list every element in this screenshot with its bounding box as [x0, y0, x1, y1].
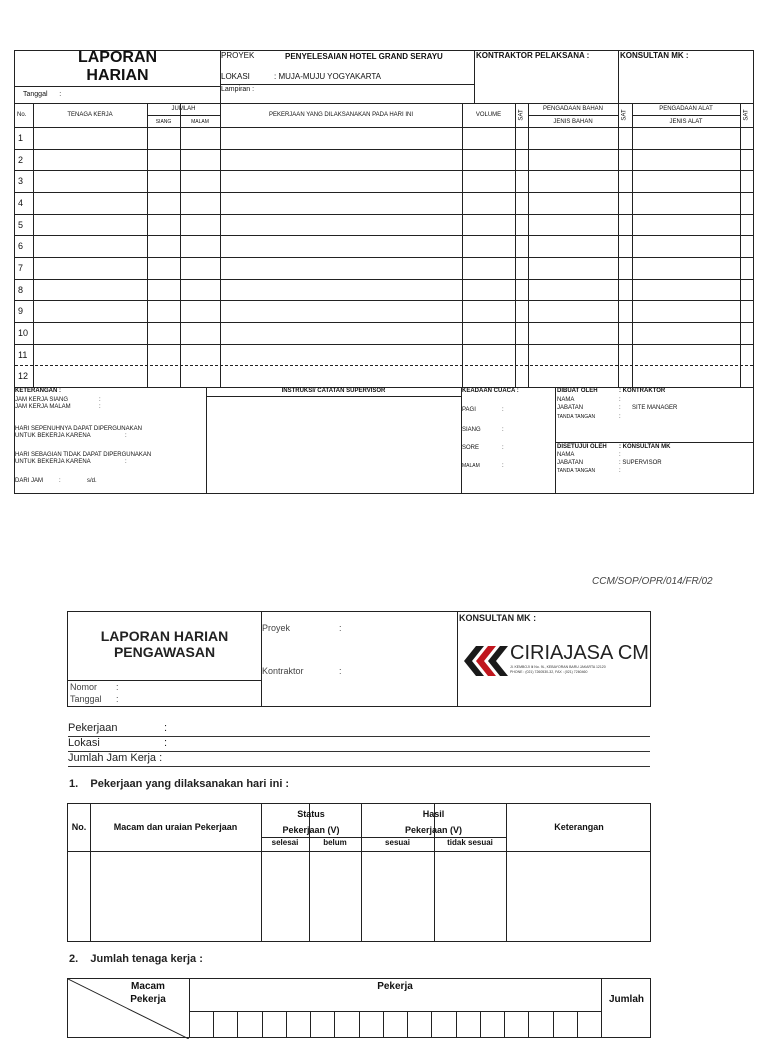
col-sat-1: SAT [518, 109, 525, 121]
logo-wordmark: CIRIAJASA CM [510, 642, 649, 664]
lokasi2-colon: : [164, 737, 168, 749]
row-divider [15, 170, 753, 171]
t2-column-divider [334, 1011, 335, 1037]
col-pengadaan-alat: PENGADAAN ALAT [659, 106, 713, 112]
pekerjaan-colon: : [164, 722, 168, 734]
work-table [15, 103, 753, 387]
konsultan2-label: KONSULTAN MK : [459, 613, 537, 623]
kontraktor-pelaksana-label: KONTRAKTOR PELAKSANA : [476, 51, 590, 60]
t2-column-divider [528, 1011, 529, 1037]
logo-address: Jl. KEMBOJI Iii No. 9L, KEBAYORAN BARU JAKARTA 12120 [510, 665, 606, 669]
pekerjaan-label: Pekerjaan [68, 722, 118, 734]
t2-column-divider [553, 1011, 554, 1037]
proyek2-colon: : [339, 623, 342, 633]
t2-column-divider [286, 1011, 287, 1037]
col-volume: VOLUME [475, 112, 502, 118]
row-number: 8 [18, 284, 24, 295]
t2-column-divider [359, 1011, 360, 1037]
col-sat-2: SAT [621, 109, 628, 121]
row-divider [15, 365, 753, 366]
kontraktor2-colon: : [339, 666, 342, 676]
t2-column-divider [456, 1011, 457, 1037]
row-divider [15, 214, 753, 215]
row-divider [15, 322, 753, 323]
lampiran-label: Lampiran : [221, 86, 255, 93]
t1-no: No. [71, 822, 87, 832]
t1-macam: Macam dan uraian Pekerjaan [113, 822, 238, 832]
t2-column-divider [577, 1011, 578, 1037]
col-jenis-alat: JENIS ALAT [669, 119, 703, 125]
konsultan-mk-label: KONSULTAN MK : [620, 51, 689, 60]
proyek-value: PENYELESAIAN HOTEL GRAND SERAYU [285, 52, 443, 61]
row-number: 1 [18, 133, 24, 143]
row-number: 4 [18, 197, 24, 208]
col-no: No. [17, 112, 27, 118]
proyek2-label: Proyek [262, 623, 291, 633]
row-number: 11 [18, 349, 28, 360]
t2-column-divider [383, 1011, 384, 1037]
t1-selesai: selesai [271, 838, 299, 847]
tanggal2-colon: : [116, 694, 119, 704]
row-divider [15, 192, 753, 193]
row-divider [15, 257, 753, 258]
t1-hasil: Hasil Pekerjaan (V) [404, 809, 463, 835]
row-number: 5 [18, 219, 24, 230]
ciriajasa-logo [464, 642, 650, 682]
t1-sesuai: sesuai [385, 838, 410, 847]
row-divider [15, 235, 753, 236]
col-jenis-bahan: JENIS BAHAN [553, 119, 593, 125]
t2-column-divider [431, 1011, 432, 1037]
row-divider [15, 300, 753, 301]
col-pengadaan-bahan: PENGADAAN BAHAN [542, 106, 603, 112]
kontraktor2-label: Kontraktor [262, 666, 304, 676]
instruksi-title: INSTRUKSI/ CATATAN SUPERVISOR [281, 388, 386, 394]
t2-macam-pekerja: Macam Pekerja [130, 981, 166, 1005]
t2-pekerja: Pekerja [377, 981, 413, 992]
t2-column-divider [310, 1011, 311, 1037]
supervision-title: LAPORAN HARIAN PENGAWASAN [100, 628, 229, 660]
section-2-title: 2. Jumlah tenaga kerja : [69, 953, 203, 965]
col-sat-3: SAT [743, 109, 750, 121]
t2-column-divider [480, 1011, 481, 1037]
tanggal-label: Tanggal : [23, 91, 62, 98]
row-divider [15, 149, 753, 150]
t1-keterangan: Keterangan [554, 822, 604, 832]
nomor-colon: : [116, 682, 119, 692]
t1-tidak-sesuai: tidak sesuai [447, 838, 493, 847]
tanggal2-label: Tanggal [70, 694, 102, 704]
form-title: LAPORAN HARIAN [77, 49, 158, 84]
t2-column-divider [213, 1011, 214, 1037]
t2-column-divider [504, 1011, 505, 1037]
jam-kerja-label: Jumlah Jam Kerja : [68, 752, 163, 764]
logo-phone: PHONE : (021) 7260530-32, FAX : (021) 7260460 [510, 670, 588, 674]
t2-column-divider [407, 1011, 408, 1037]
t2-column-divider [262, 1011, 263, 1037]
row-number: 9 [18, 306, 24, 317]
t1-belum: belum [323, 838, 347, 847]
t2-column-divider [237, 1011, 238, 1037]
row-number: 3 [18, 176, 24, 187]
col-malam: MALAM [191, 119, 209, 125]
col-siang: SIANG [155, 119, 172, 125]
supervision-header [67, 611, 651, 707]
col-jumlah: JUMLAH [171, 106, 196, 112]
col-tenaga-kerja: TENAGA KERJA [67, 112, 113, 118]
footer-section: KETERANGAN : JAM KERJA SIANG : JAM KERJA MALAM : HARI SEPENUHNYA DAPAT DIPERGUNAKAN UNTUK BEKERJA KARENA : HARI SEBAGIAN TIDAK DAPAT DIPERGUNAKAN UNTUK BEKERJA KARENA : DARI JAM : s/d. INSTRUKSI/ CATATAN SUPERVISOR KEADAAN CUACA : PAGI : SIANG : SORE : MALAM : DIBUAT OLEH : KONTRAKTOR NAMA : JABATAN : SITE MANAGER TANDA TANGAN : DISETUJUI OLEH : KONSULTAN MK NAMA : JABATAN : SUPERVISOR TANDA TANGAN : [15, 387, 753, 493]
section-1-title: 1. Pekerjaan yang dilaksanakan hari ini : [69, 778, 290, 790]
lokasi2-label: Lokasi [68, 737, 100, 749]
proyek-label: PROYEK [221, 51, 255, 60]
row-number: 10 [18, 327, 29, 338]
col-pekerjaan: PEKERJAAN YANG DILAKSANAKAN PADA HARI INI [268, 112, 414, 118]
row-number: 12 [18, 371, 29, 382]
row-number: 2 [18, 154, 24, 165]
t1-status: Status Pekerjaan (V) [282, 809, 340, 835]
workforce-table [67, 978, 651, 1038]
ciriajasa-logo-icon [464, 644, 508, 678]
row-divider [15, 344, 753, 345]
document-code: CCM/SOP/OPR/014/FR/02 [592, 576, 713, 587]
work-done-table [67, 803, 651, 942]
row-divider [15, 279, 753, 280]
lokasi-value: : MUJA-MUJU YOGYAKARTA [274, 72, 381, 81]
lokasi-label: LOKASI [221, 72, 250, 81]
row-number: 6 [18, 241, 24, 252]
t2-jumlah: Jumlah [608, 994, 644, 1005]
daily-report-form [14, 50, 754, 494]
row-number: 7 [18, 262, 24, 273]
nomor-label: Nomor [70, 682, 98, 692]
